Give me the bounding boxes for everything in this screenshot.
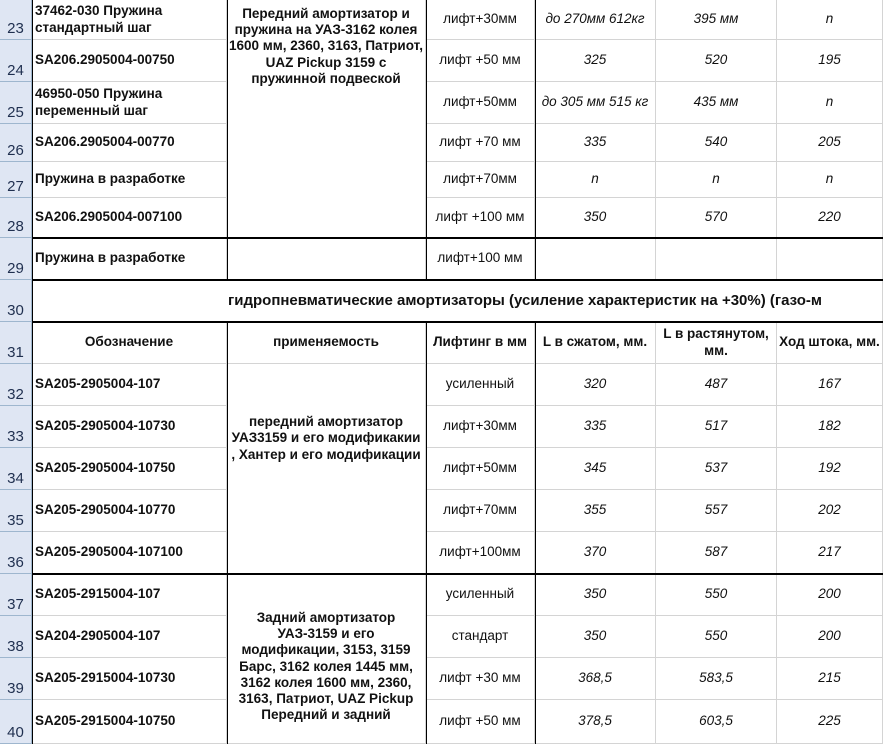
cell-l-extended[interactable]: 517 <box>656 406 777 448</box>
border-line <box>535 322 536 744</box>
cell-l-extended[interactable]: n <box>656 162 777 198</box>
row-header[interactable]: 24 <box>0 40 32 82</box>
cell-stroke[interactable]: 225 <box>777 700 883 744</box>
cell-designation[interactable]: SA205-2905004-10750 <box>32 448 227 490</box>
border-line <box>32 0 33 744</box>
header-designation[interactable]: Обозначение <box>32 322 227 364</box>
cell-l-extended[interactable]: 557 <box>656 490 777 532</box>
cell-designation[interactable]: SA205-2905004-107 <box>32 364 227 406</box>
row-header[interactable]: 27 <box>0 162 32 198</box>
border-line <box>227 322 228 744</box>
row-header[interactable]: 29 <box>0 238 32 280</box>
cell-l-compressed[interactable]: n <box>535 162 656 198</box>
row-header[interactable]: 25 <box>0 82 32 124</box>
cell-designation[interactable]: SA205-2915004-10730 <box>32 658 227 700</box>
cell-l-compressed[interactable] <box>535 238 656 280</box>
cell-lift[interactable]: лифт +50 мм <box>426 40 535 82</box>
row-header[interactable]: 38 <box>0 616 32 658</box>
cell-l-compressed[interactable]: 345 <box>535 448 656 490</box>
cell-stroke[interactable]: 217 <box>777 532 883 574</box>
cell-l-compressed[interactable]: 368,5 <box>535 658 656 700</box>
cell-l-compressed[interactable]: 335 <box>535 406 656 448</box>
cell-lift[interactable]: стандарт <box>426 616 535 658</box>
cell-lift[interactable]: лифт +30 мм <box>426 658 535 700</box>
cell-l-compressed[interactable]: 355 <box>535 490 656 532</box>
cell-lift[interactable]: лифт+50мм <box>426 82 535 124</box>
cell-l-extended[interactable]: 487 <box>656 364 777 406</box>
cell-lift[interactable]: лифт +50 мм <box>426 700 535 744</box>
cell-stroke[interactable]: 200 <box>777 616 883 658</box>
row-header[interactable]: 32 <box>0 364 32 406</box>
row-header[interactable]: 34 <box>0 448 32 490</box>
cell-designation[interactable]: SA206.2905004-00750 <box>32 40 227 82</box>
row-header[interactable]: 37 <box>0 574 32 616</box>
cell-stroke[interactable] <box>777 238 883 280</box>
border-line <box>32 237 883 239</box>
cell-l-compressed[interactable]: 320 <box>535 364 656 406</box>
cell-l-extended[interactable]: 540 <box>656 124 777 162</box>
cell-stroke[interactable]: 220 <box>777 198 883 238</box>
cell-l-compressed[interactable]: 378,5 <box>535 700 656 744</box>
row-header[interactable]: 40 <box>0 700 32 744</box>
cell-l-compressed[interactable]: 350 <box>535 198 656 238</box>
cell-l-extended[interactable] <box>656 238 777 280</box>
cell-designation[interactable]: Пружина в разработке <box>32 162 227 198</box>
cell-stroke[interactable]: 200 <box>777 574 883 616</box>
cell-stroke[interactable]: 192 <box>777 448 883 490</box>
border-line <box>32 573 883 575</box>
cell-stroke[interactable]: 215 <box>777 658 883 700</box>
cell-l-extended[interactable]: 603,5 <box>656 700 777 744</box>
cell-lift[interactable]: лифт+30мм <box>426 0 535 40</box>
cell-lift[interactable]: лифт+70мм <box>426 162 535 198</box>
row-header[interactable]: 39 <box>0 658 32 700</box>
cell-stroke[interactable]: 195 <box>777 40 883 82</box>
cell-applicability[interactable]: Передний амортизатор и пружина на УАЗ-3162 колея 1600 мм, 2360, 3163, Патриот, UAZ Pickup 3159 с пружинной подвеской <box>227 0 426 238</box>
cell-l-extended[interactable]: 550 <box>656 616 777 658</box>
cell-designation[interactable]: SA206.2905004-00770 <box>32 124 227 162</box>
row-header[interactable]: 26 <box>0 124 32 162</box>
row-header[interactable]: 36 <box>0 532 32 574</box>
cell-l-compressed[interactable]: 350 <box>535 574 656 616</box>
row-header[interactable]: 23 <box>0 0 32 40</box>
cell-lift[interactable]: лифт +70 мм <box>426 124 535 162</box>
border-line <box>32 321 883 323</box>
cell-stroke[interactable]: n <box>777 0 883 40</box>
cell-l-compressed[interactable]: 335 <box>535 124 656 162</box>
cell-designation[interactable]: SA205-2915004-107 <box>32 574 227 616</box>
cell-designation[interactable]: 37462-030 Пружина стандартный шаг <box>32 0 227 40</box>
header-stroke[interactable]: Ход штока, мм. <box>777 322 883 364</box>
cell-l-compressed[interactable]: 325 <box>535 40 656 82</box>
row-header[interactable]: 30 <box>0 280 32 322</box>
cell-stroke[interactable]: n <box>777 162 883 198</box>
cell-lift[interactable]: усиленный <box>426 574 535 616</box>
cell-l-extended[interactable]: 570 <box>656 198 777 238</box>
cell-l-extended[interactable]: 520 <box>656 40 777 82</box>
cell-l-compressed[interactable]: 370 <box>535 532 656 574</box>
cell-lift[interactable]: лифт +100 мм <box>426 198 535 238</box>
header-l-compressed[interactable]: L в сжатом, мм. <box>535 322 656 364</box>
cell-l-compressed[interactable]: до 305 мм 515 кг <box>535 82 656 124</box>
cell-l-extended[interactable]: 550 <box>656 574 777 616</box>
cell-l-extended[interactable]: 537 <box>656 448 777 490</box>
cell-l-extended[interactable]: 587 <box>656 532 777 574</box>
cell-stroke[interactable]: 182 <box>777 406 883 448</box>
cell-lift[interactable]: усиленный <box>426 364 535 406</box>
row-header[interactable]: 31 <box>0 322 32 364</box>
cell-designation[interactable]: SA204-2905004-107 <box>32 616 227 658</box>
cell-lift[interactable]: лифт+100 мм <box>426 238 535 280</box>
cell-designation[interactable]: SA205-2905004-10730 <box>32 406 227 448</box>
border-line <box>426 322 427 744</box>
cell-stroke[interactable]: n <box>777 82 883 124</box>
header-l-extended[interactable]: L в растянутом, мм. <box>656 322 777 364</box>
row-header[interactable]: 35 <box>0 490 32 532</box>
cell-stroke[interactable]: 205 <box>777 124 883 162</box>
cell-designation[interactable]: SA205-2915004-10750 <box>32 700 227 744</box>
cell-designation[interactable]: Пружина в разработке <box>32 238 227 280</box>
cell-designation[interactable]: 46950-050 Пружина переменный шаг <box>32 82 227 124</box>
cell-l-compressed[interactable]: 350 <box>535 616 656 658</box>
section-title[interactable]: гидропневматические амортизаторы (усиление характеристик на +30%) (газо-м <box>32 280 883 322</box>
cell-lift[interactable]: лифт+100мм <box>426 532 535 574</box>
border-line <box>32 279 883 281</box>
cell-lift[interactable]: лифт+30мм <box>426 406 535 448</box>
cell-l-extended[interactable]: 583,5 <box>656 658 777 700</box>
cell-stroke[interactable]: 167 <box>777 364 883 406</box>
cell-l-extended[interactable]: 395 мм <box>656 0 777 40</box>
header-lifting[interactable]: Лифтинг в мм <box>426 322 535 364</box>
cell-l-compressed[interactable]: до 270мм 612кг <box>535 0 656 40</box>
cell-applicability[interactable]: Задний амортизатор УАЗ-3159 и его модификации, 3153, 3159 Барс, 3162 колея 1445 мм, 3162 колея 1600 мм, 2360, 3163, Патриот, UAZ Pickup Передний и задний <box>227 574 426 744</box>
cell-lift[interactable]: лифт+70мм <box>426 490 535 532</box>
row-header[interactable]: 28 <box>0 198 32 238</box>
row-header[interactable]: 33 <box>0 406 32 448</box>
cell-applicability[interactable]: передний амортизатор УАЗ3159 и его модификакии , Хантер и его модификации <box>227 364 426 574</box>
cell-designation[interactable]: SA205-2905004-107100 <box>32 532 227 574</box>
cell-l-extended[interactable]: 435 мм <box>656 82 777 124</box>
cell-lift[interactable]: лифт+50мм <box>426 448 535 490</box>
header-applicability[interactable]: применяемость <box>227 322 426 364</box>
cell-stroke[interactable]: 202 <box>777 490 883 532</box>
cell-applicability[interactable] <box>227 238 426 280</box>
cell-designation[interactable]: SA205-2905004-10770 <box>32 490 227 532</box>
cell-designation[interactable]: SA206.2905004-007100 <box>32 198 227 238</box>
